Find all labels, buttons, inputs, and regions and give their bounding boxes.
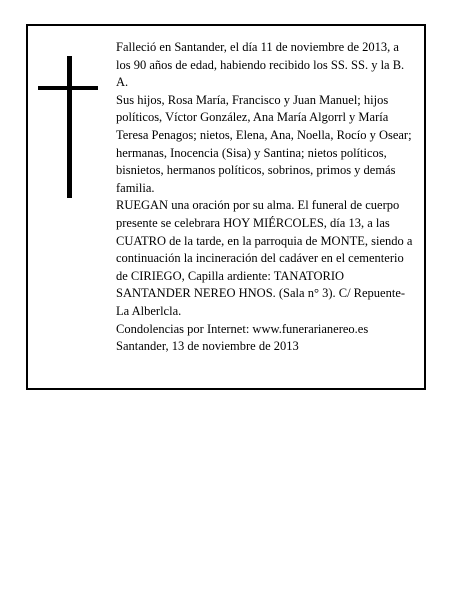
funeral-details: RUEGAN una oración por su alma. El funeral de cuerpo presente se celebrara HOY MIÉRCOLES, día 13, a las CUATRO de la tarde, en la parroquia de MONTE, siendo a continuación la incineración del cadáver en el cementerio de CIRIEGO, Capilla ardiente: TANATORIO SANTANDER NEREO HNOS. (Sala n° 3). C/ Repuente- La Alberlcla. <box>116 198 413 318</box>
family-list: Sus hijos, Rosa María, Francisco y Juan Manuel; hijos políticos, Víctor González, Ana María Algorrl y María Teresa Penagos; nietos, Elena, Ana, Noella, Rocío y Osear; hermanas, Inocencia (Sisa) y Santina; nietos políticos, bisnietos, hermanos políticos, sobrinos, primos y demás familia. <box>116 92 412 195</box>
death-announcement: Falleció en Santander, el día 11 de noviembre de 2013, a los 90 años de edad, habiendo recibido los SS. SS. y la B. A. <box>116 40 405 90</box>
condolences-line: Condolencias por Internet: www.funerarianereo.es <box>116 321 369 336</box>
cross-horizontal-bar <box>38 86 98 90</box>
obituary-notice <box>26 24 426 390</box>
cross-vertical-bar <box>67 56 72 198</box>
obituary-text <box>116 39 416 356</box>
place-date-line: Santander, 13 de noviembre de 2013 <box>116 339 299 354</box>
